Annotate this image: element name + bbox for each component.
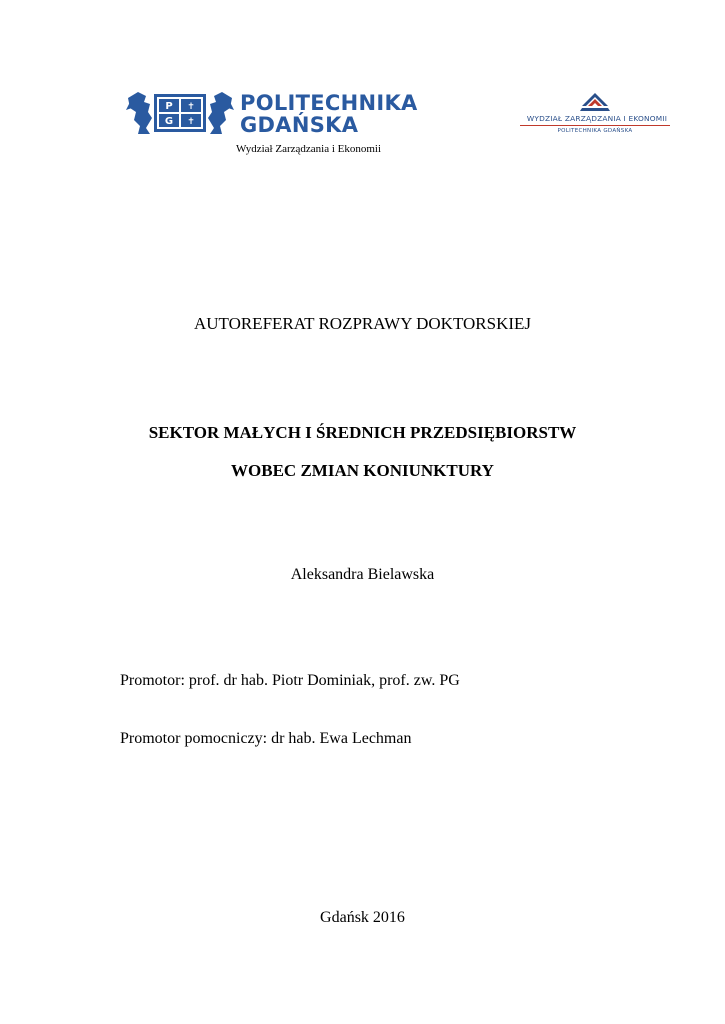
faculty-subtitle: Wydział Zarządzania i Ekonomii: [236, 143, 382, 155]
faculty-logo-text: WYDZIAŁ ZARZĄDZANIA I EKONOMII: [526, 114, 668, 123]
svg-text:✝: ✝: [187, 102, 195, 112]
faculty-logo-subtext: POLITECHNIKA GDAŃSKA: [557, 128, 633, 134]
logo-word-gdanska: GDAŃSKA: [240, 113, 359, 137]
thesis-title-line-1: SEKTOR MAŁYCH I ŚREDNICH PRZEDSIĘBIORSTW: [148, 423, 577, 442]
faculty-logo-rule: [520, 125, 670, 126]
svg-text:G: G: [164, 116, 174, 127]
place-and-year: Gdańsk 2016: [320, 909, 405, 926]
faculty-emblem-icon: [520, 88, 670, 114]
pg-emblem-icon: [124, 88, 236, 138]
svg-text:✝: ✝: [187, 117, 195, 127]
document-type: AUTOREFERAT ROZPRAWY DOKTORSKIEJ: [193, 314, 532, 333]
author-name: Aleksandra Bielawska: [290, 566, 435, 583]
faculty-logo: [520, 88, 670, 138]
politechnika-gdanska-logo: [124, 88, 418, 138]
promotor-line: Promotor: prof. dr hab. Piotr Dominiak, prof. zw. PG: [120, 672, 460, 689]
logo-word-politechnika: POLITECHNIKA: [240, 91, 418, 115]
auxiliary-promotor-line: Promotor pomocniczy: dr hab. Ewa Lechman: [120, 730, 412, 747]
thesis-title-line-2: WOBEC ZMIAN KONIUNKTURY: [231, 461, 494, 480]
svg-text:P: P: [165, 101, 173, 112]
